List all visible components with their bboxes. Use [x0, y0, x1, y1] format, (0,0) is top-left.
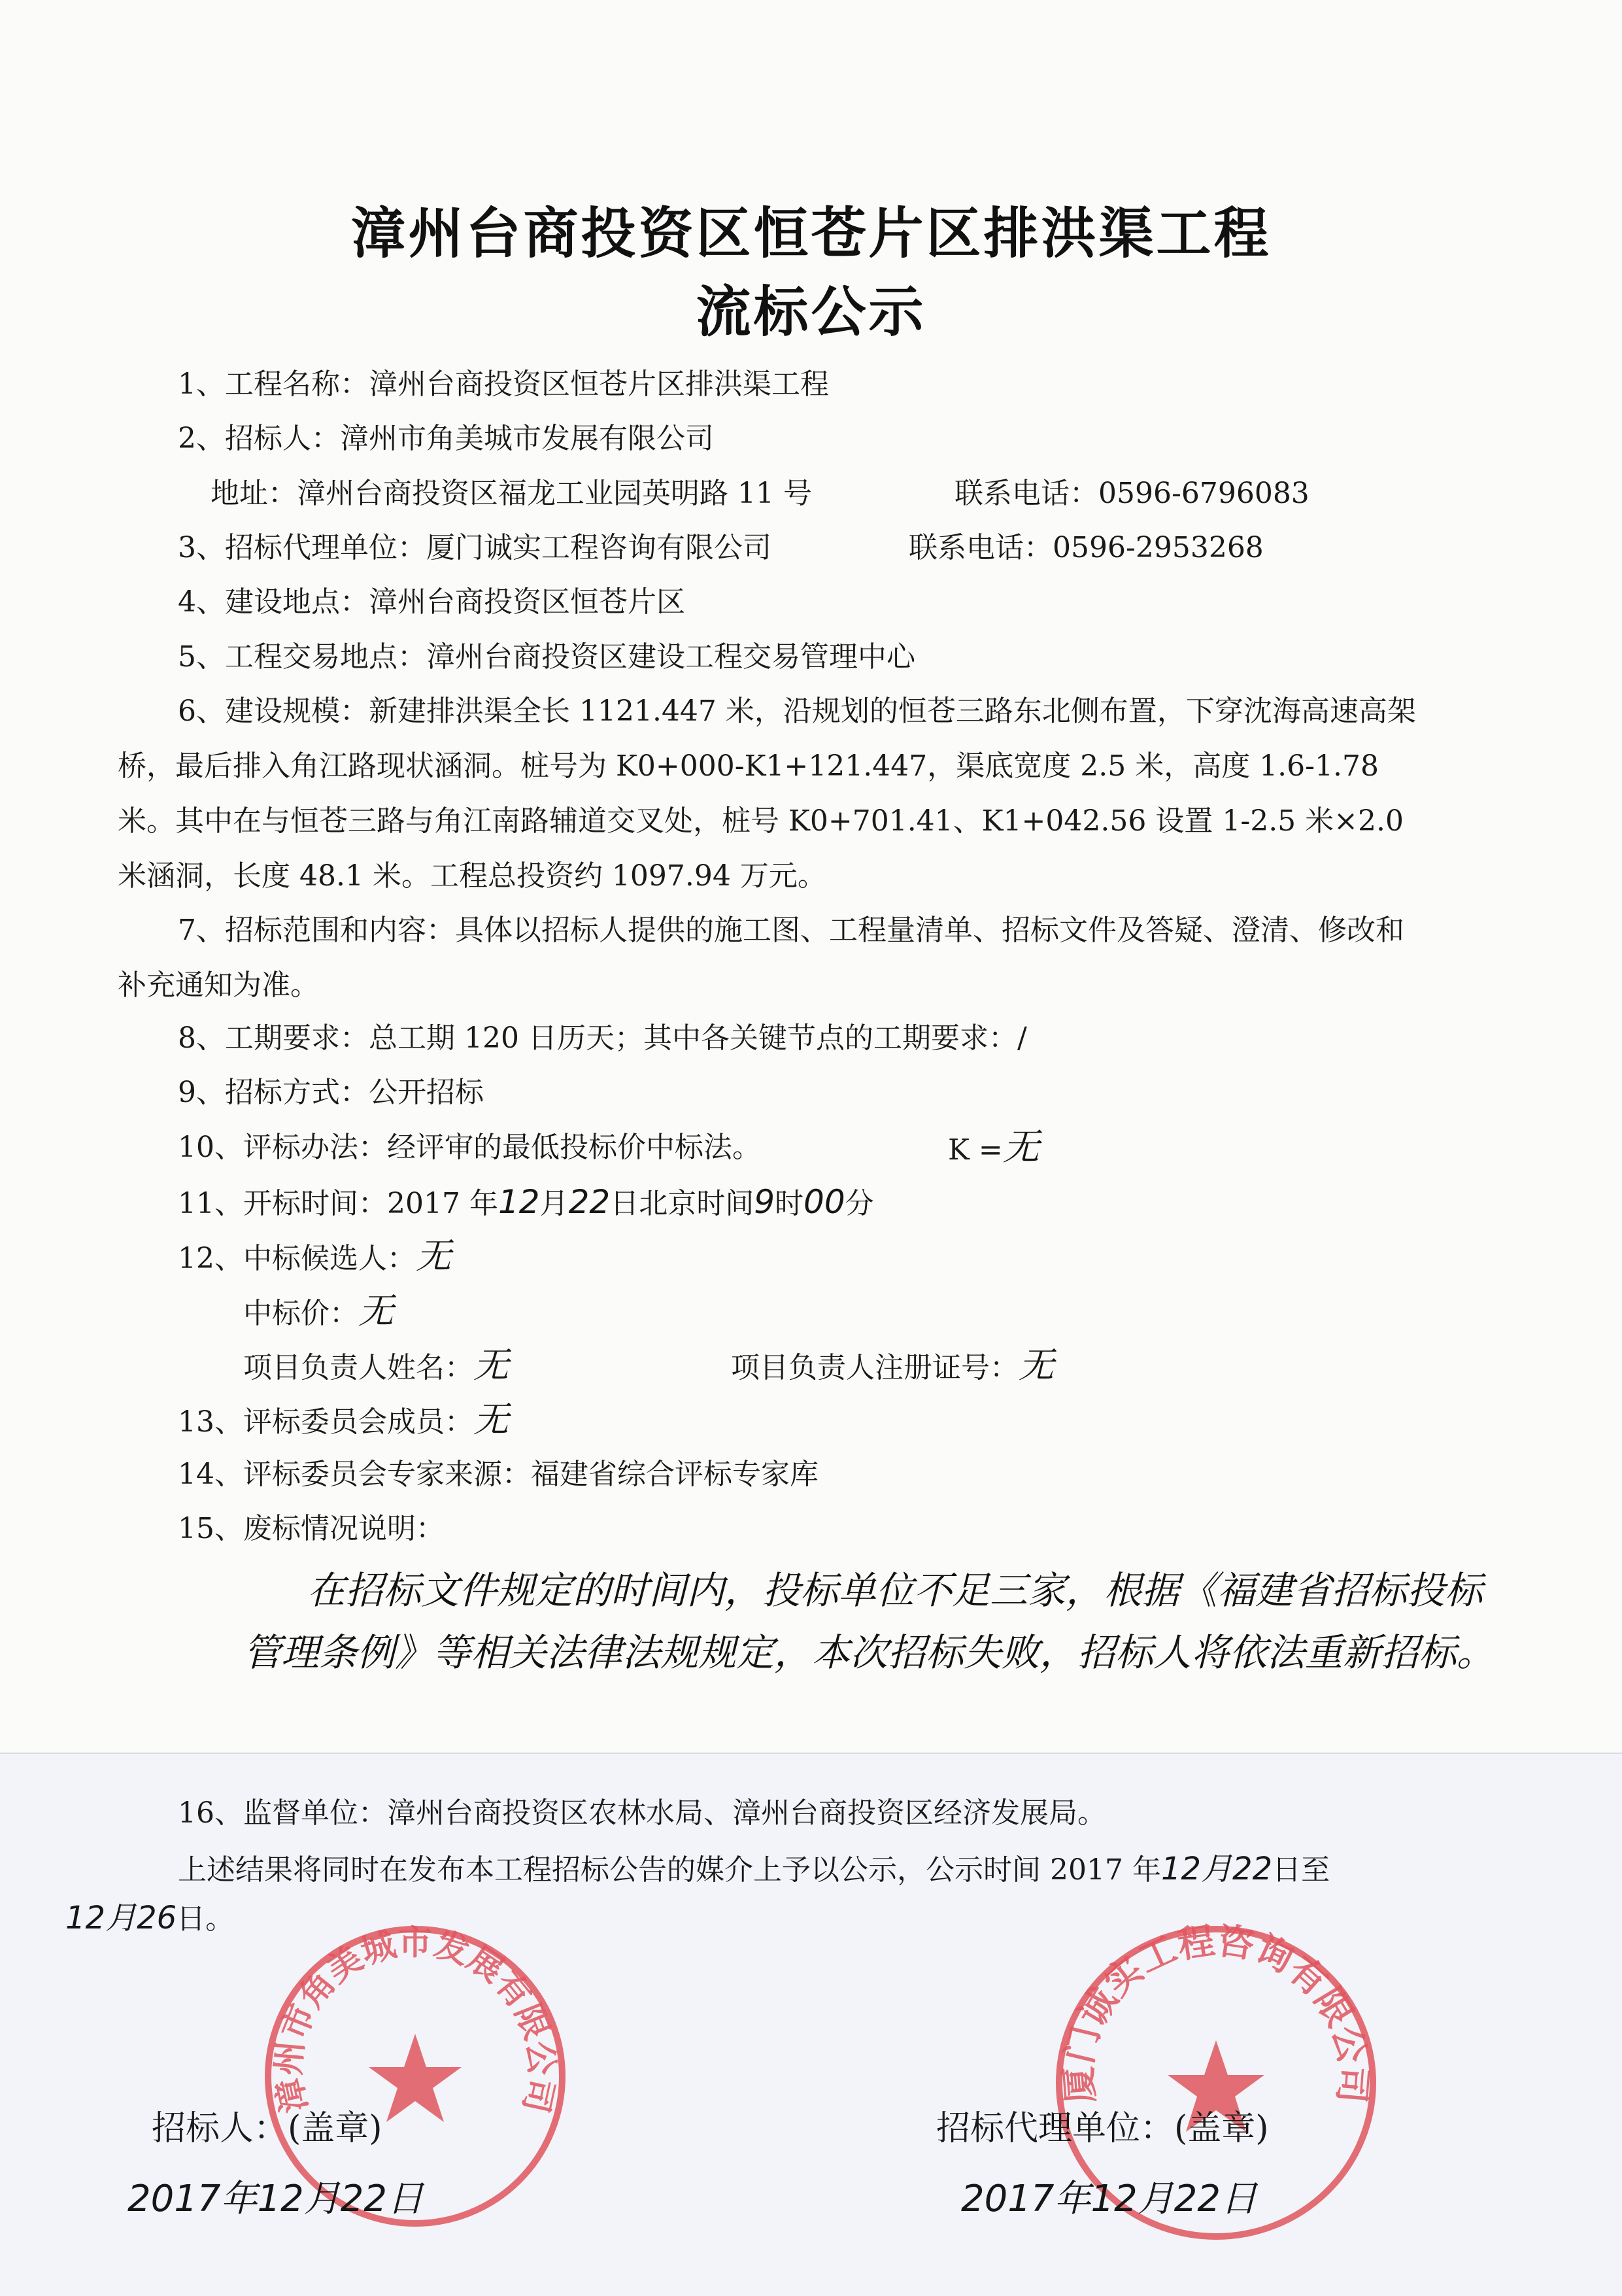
item-15-handwritten-line-1: 在招标文件规定的时间内，投标单位不足三家，根据《福建省招标投标: [307, 1568, 1483, 1613]
item-12-pm: [243, 1347, 509, 1386]
item-4: 4、建设地点：漳州台商投资区恒苍片区: [178, 585, 685, 619]
item-12-reg: [731, 1347, 1054, 1386]
item-11-mid2: 日北京时间: [610, 1187, 754, 1220]
item-10: 10、评标办法：经评审的最低投标价中标法。: [178, 1131, 761, 1164]
item-12-price-handwritten: 无: [358, 1290, 394, 1331]
item-2-phone: 联系电话：0596-6796083: [955, 477, 1309, 510]
tenderer-seal-star-icon: [369, 2034, 462, 2122]
item-11-minute: 00: [803, 1183, 845, 1221]
item-5: 5、工程交易地点：漳州台商投资区建设工程交易管理中心: [178, 640, 915, 674]
item-13-label: 13、评标委员会成员：: [178, 1405, 473, 1439]
notice-start-date: 12月22: [1160, 1851, 1273, 1887]
item-12-reg-label: 项目负责人注册证号：: [731, 1351, 1019, 1384]
tenderer-date: 2017年12月22日: [127, 2178, 424, 2220]
item-12-reg-handwritten: 无: [1019, 1345, 1054, 1386]
item-11-suffix: 分: [845, 1187, 874, 1220]
notice-end: 日。: [177, 1902, 235, 1936]
item-7: 7、招标范围和内容：具体以招标人提供的施工图、工程量清单、招标文件及答疑、澄清、修改和补充通知为准。: [118, 914, 1404, 1002]
item-11-day: 22: [568, 1183, 611, 1221]
item-10-k-handwritten: 无: [1002, 1126, 1039, 1169]
agent-date: 2017年12月22日: [961, 2178, 1258, 2220]
item-14: 14、评标委员会专家来源：福建省综合评标专家库: [178, 1458, 819, 1491]
notice-text: 上述结果将同时在发布本工程招标公告的媒介上予以公示，公示时间 2017 年: [178, 1853, 1161, 1887]
item-2-address: 地址：漳州台商投资区福龙工业园英明路 11 号: [211, 477, 812, 510]
item-12: [178, 1235, 451, 1277]
item-15: 15、废标情况说明：: [178, 1512, 445, 1545]
item-10-k: [948, 1126, 1039, 1169]
item-11: [178, 1184, 874, 1222]
item-13: [178, 1401, 509, 1441]
item-10-k-label: K =: [948, 1133, 1003, 1167]
item-8: 8、工期要求：总工期 120 日历天；其中各关键节点的工期要求：/: [178, 1021, 1027, 1055]
item-12-label: 12、中标候选人：: [178, 1242, 416, 1275]
tenderer-seal-text: 漳州市角美城市发展有限公司: [269, 1923, 562, 2117]
item-12-pm-label: 项目负责人姓名：: [243, 1351, 473, 1384]
notice-mid: 日至: [1272, 1853, 1330, 1887]
item-11-month: 12: [498, 1183, 540, 1221]
item-13-handwritten: 无: [473, 1399, 509, 1440]
item-6: 6、建设规模：新建排洪渠全长 1121.447 米，沿规划的恒苍三路东北侧布置，下穿沈海高速高架桥，最后排入角江路现状涵洞。桩号为 K0+000-K1+121.447，渠底宽度 2.5 米，高度 1.6-1.78 米。其中在与恒苍三路与角江南路辅道交叉处，桩号 K0+701.41、K1+042.56 设置 1-2.5 米×2.0 米涵洞，长度 48.1 米。工程总投资约 1097.94 万元。: [118, 694, 1416, 893]
item-2: 2、招标人：漳州市角美城市发展有限公司: [178, 422, 714, 455]
item-3: 3、招标代理单位：厦门诚实工程咨询有限公司: [178, 531, 771, 564]
item-1: 1、工程名称：漳州台商投资区恒苍片区排洪渠工程: [178, 368, 829, 401]
item-12-pm-handwritten: 无: [473, 1345, 509, 1386]
notice-end-date: 12月26: [65, 1900, 177, 1936]
agent-seal-text: 厦门诚实工程咨询有限公司: [1057, 1919, 1375, 2105]
notice-line: [178, 1851, 1330, 1889]
item-12-price: [243, 1290, 394, 1332]
item-9: 9、招标方式：公开招标: [178, 1076, 484, 1109]
title-line-2: 流标公示: [696, 280, 926, 344]
item-16: 16、监督单位：漳州台商投资区农林水局、漳州台商投资区经济发展局。: [178, 1796, 1106, 1830]
item-11-prefix: 11、开标时间：2017 年: [178, 1187, 498, 1220]
item-11-hour: 9: [754, 1183, 775, 1221]
item-12-handwritten: 无: [416, 1235, 451, 1277]
title-line-1: 漳州台商投资区恒苍片区排洪渠工程: [350, 201, 1272, 266]
item-11-mid1: 月: [539, 1187, 569, 1220]
item-15-handwritten-line-2: 管理条例》等相关法律法规规定，本次招标失败，招标人将依法重新招标。: [243, 1630, 1495, 1675]
item-12-price-label: 中标价：: [243, 1297, 358, 1330]
agent-signature-label: 招标代理单位：(盖章): [936, 2109, 1269, 2148]
item-3-phone: 联系电话：0596-2953268: [909, 531, 1264, 564]
notice-end-line: [65, 1900, 234, 1938]
item-11-mid3: 时: [775, 1187, 804, 1220]
tenderer-signature-label: 招标人：(盖章): [152, 2109, 382, 2148]
